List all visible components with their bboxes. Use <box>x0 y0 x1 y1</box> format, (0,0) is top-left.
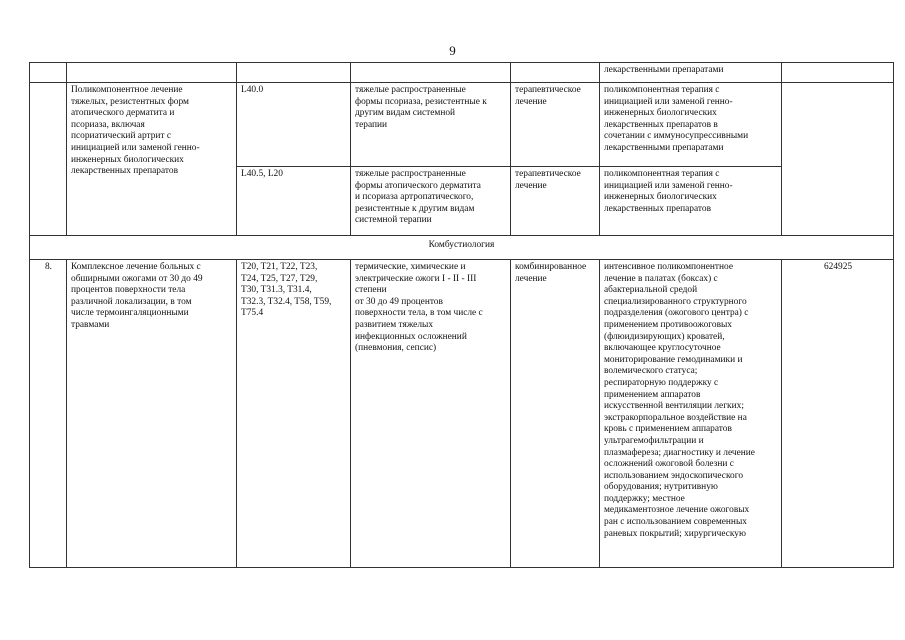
cost-cell: 624925 <box>782 260 894 568</box>
vmp-name-cell: Поликомпонентное лечение тяжелых, резистентных форм атопического дерматита и псориаза, включая псориатический артрит с инициацией или заменой генно- инженерных биологических лекарственных препаратов <box>67 83 237 236</box>
cell-empty <box>511 63 600 83</box>
row-number-cell: 8. <box>30 260 67 568</box>
vmp-table <box>29 62 894 568</box>
treatment-type-cell: терапевтическое лечение <box>511 83 600 167</box>
cost-cell <box>782 83 894 236</box>
section-title: Комбустиология <box>30 236 894 260</box>
row-number-cell <box>30 83 67 236</box>
treatment-method-cell: лекарственными препаратами <box>600 63 782 83</box>
table-row <box>30 83 894 167</box>
treatment-method-cell: поликомпонентная терапия с инициацией или заменой генно- инженерных биологических лекарственных препаратов в сочетании с иммуносупрессивными лекарственными препаратами <box>600 83 782 167</box>
cell-empty <box>351 63 511 83</box>
vmp-name-cell: Комплексное лечение больных с обширными ожогами от 30 до 49 процентов поверхности тела различной локализации, в том числе термоингаляционными травмами <box>67 260 237 568</box>
treatment-method-cell: поликомпонентная терапия с инициацией или заменой генно- инженерных биологических лекарственных препаратов <box>600 167 782 236</box>
icd-codes-cell: T20, T21, T22, T23, T24, T25, T27, T29, T30, T31.3, T31.4, T32.3, T32.4, T58, T59, T75.4 <box>237 260 351 568</box>
treatment-method-cell: интенсивное поликомпонентное лечение в палатах (боксах) с абактериальной средой специализированного структурного подразделения (ожогового центра) с применением противоожоговых (флюидизирующих) кроватей, включающее круглосуточное мониторирование гемодинамики и волемического статуса; респираторную поддержку с применением аппаратов искусственной вентиляции легких; экстракорпоральное воздействие на кровь с применением аппаратов ультрагемофильтрации и плазмафереза; диагностику и лечение осложнений ожоговой болезни с использованием эндоскопического оборудования; нутритивную поддержку; местное медикаментозное лечение ожоговых ран с использованием современных раневых покрытий; хирургическую <box>600 260 782 568</box>
continuation-row <box>30 63 894 83</box>
patient-model-cell: термические, химические и электрические ожоги I - II - III степени от 30 до 49 процентов поверхности тела, в том числе с развитием тяжелых инфекционных осложнений (пневмония, сепсис) <box>351 260 511 568</box>
patient-model-cell: тяжелые распространенные формы атопического дерматита и псориаза артропатического, резистентные к другим видам системной терапии <box>351 167 511 236</box>
icd-codes-cell: L40.0 <box>237 83 351 167</box>
section-row <box>30 236 894 260</box>
page-number: 9 <box>449 43 456 58</box>
cell-empty <box>30 63 67 83</box>
patient-model-cell: тяжелые распространенные формы псориаза, резистентные к другим видам системной терапии <box>351 83 511 167</box>
cell-empty <box>67 63 237 83</box>
cell-empty <box>782 63 894 83</box>
cell-empty <box>237 63 351 83</box>
treatment-type-cell: комбинированное лечение <box>511 260 600 568</box>
table-row <box>30 260 894 568</box>
treatment-type-cell: терапевтическое лечение <box>511 167 600 236</box>
icd-codes-cell: L40.5, L20 <box>237 167 351 236</box>
